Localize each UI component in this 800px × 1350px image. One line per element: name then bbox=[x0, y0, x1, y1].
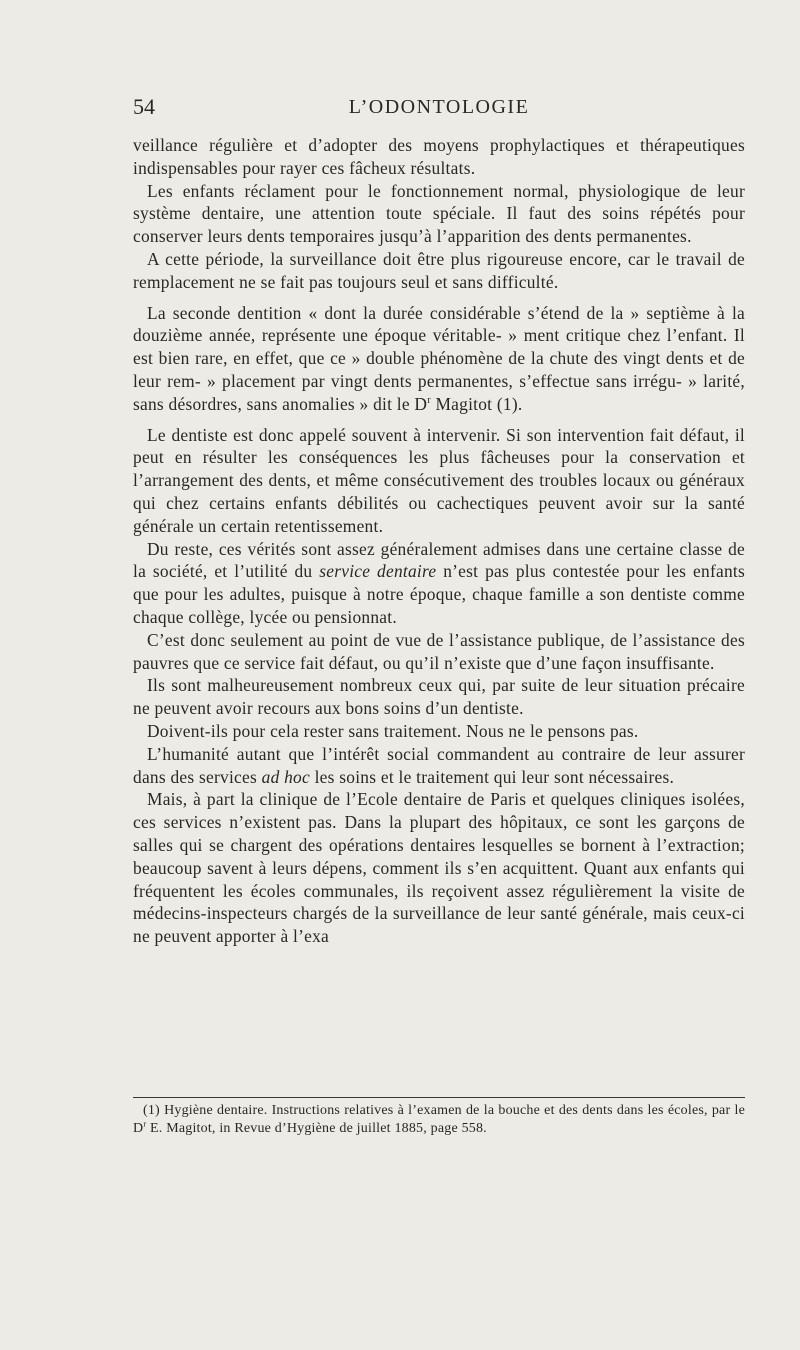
paragraph-surveillance: A cette période, la surveillance doit être plus rigoureuse encore, car le travail de remplacement ne se fait pas toujours seul et sans difficulté. bbox=[133, 248, 745, 292]
footnote-source: E. Magitot, in Revue d’Hygiène de juillet 1885, page 558. bbox=[146, 1120, 487, 1136]
doctor-abbrev-superscript: r bbox=[143, 1117, 147, 1128]
page-number: 54 bbox=[133, 94, 155, 119]
paragraph-humanity bbox=[133, 743, 745, 789]
footnote-citation: (1) Hygiène dentaire. Instructions relatives à l’examen de la bouche et des dents dans les écoles, par le D bbox=[133, 1103, 745, 1136]
paragraph-dentist-intervention: Le dentiste est donc appelé souvent à intervenir. Si son intervention fait défaut, il peut en résulter les conséquences les plus fâcheuses pour la conservation et l’arrangement des dents, et même consécutivement des troubles locaux ou généraux qui chez certains enfants débilités ou cachectiques peuvent avoir sur la santé générale un certain retentissement. bbox=[133, 424, 745, 536]
footnote-divider bbox=[133, 1097, 745, 1098]
footnote-text bbox=[133, 1102, 745, 1137]
paragraph-dental-service bbox=[133, 538, 745, 629]
paragraph-question: Doivent-ils pour cela rester sans traitement. Nous ne le pensons pas. bbox=[147, 720, 639, 741]
text-run: Du reste, ces vérités sont assez généralement admises dans une certaine classe de la société, et l’utilité du bbox=[133, 538, 745, 582]
paragraph-children-care: Les enfants réclament pour le fonctionnement normal, physiologique de leur système dentaire, une attention toute spéciale. Il faut des soins répétés pour conserver leurs dents temporaires jusqu’à l’apparition des dents permanentes. bbox=[133, 180, 745, 247]
doctor-abbrev-superscript: r bbox=[427, 394, 431, 406]
text-run: n’est pas plus contestée pour les enfants que pour les adultes, puisque à notre époque, chaque famille a son dentiste comme chaque collège, lycée ou pensionnat. bbox=[133, 561, 745, 627]
page-header bbox=[133, 93, 745, 123]
paragraph-public-assistance: C’est donc seulement au point de vue de l’assistance publique, de l’assistance des pauvres que ce service fait défaut, ou qu’il n’existe que d’une façon insuffisante. bbox=[133, 629, 745, 673]
body-text bbox=[133, 134, 745, 948]
footnote bbox=[133, 1102, 745, 1137]
italic-term: ad hoc bbox=[261, 766, 310, 787]
running-title: L’ODONTOLOGIE bbox=[348, 96, 530, 118]
paragraph-precarious: Ils sont malheureusement nombreux ceux qui, par suite de leur situation précaire ne peuvent avoir recours aux bons soins d’un dentiste. bbox=[133, 675, 745, 719]
text-run: L’humanité autant que l’intérêt social commandent au contraire de leur assurer dans des services bbox=[133, 743, 745, 787]
paragraph-continuation: veillance régulière et d’adopter des moyens prophylactiques et thérapeutiques indispensables pour rayer ces fâcheux résultats. bbox=[133, 135, 745, 178]
quotation-text: La seconde dentition « dont la durée considérable s’étend de la » septième à la douzième année, représente une époque véritable- » ment critique chez l’enfant. Il est bien rare, en effet, que ce » double phénomène de la chute des vingt dents et de leur rem- » placement par vingt dents permanentes, s’effectue sans irrégu- » larité, sans désordres, sans anomalies » dit le D bbox=[133, 302, 745, 414]
text-run: les soins et le traitement qui leur sont nécessaires. bbox=[309, 766, 675, 787]
quotation-attribution: Magitot (1). bbox=[430, 393, 523, 414]
paragraph-quotation bbox=[133, 302, 745, 416]
italic-term: service dentaire bbox=[319, 561, 437, 582]
paragraph-clinics: Mais, à part la clinique de l’Ecole dentaire de Paris et quelques cliniques isolées, ces services n’existent pas. Dans la plupart des hôpitaux, ce sont les garçons de salles qui se chargent des opérations dentaires lesquelles se bornent à l’extraction; beaucoup savent à leurs dépens, comment ils s’en acquittent. Quant aux enfants qui fréquentent les écoles communales, ils reçoivent assez régulièrement la visite de médecins-inspecteurs chargés de la surveillance de leur santé générale, mais ceux-ci ne peuvent apporter à l’exa bbox=[133, 789, 745, 947]
